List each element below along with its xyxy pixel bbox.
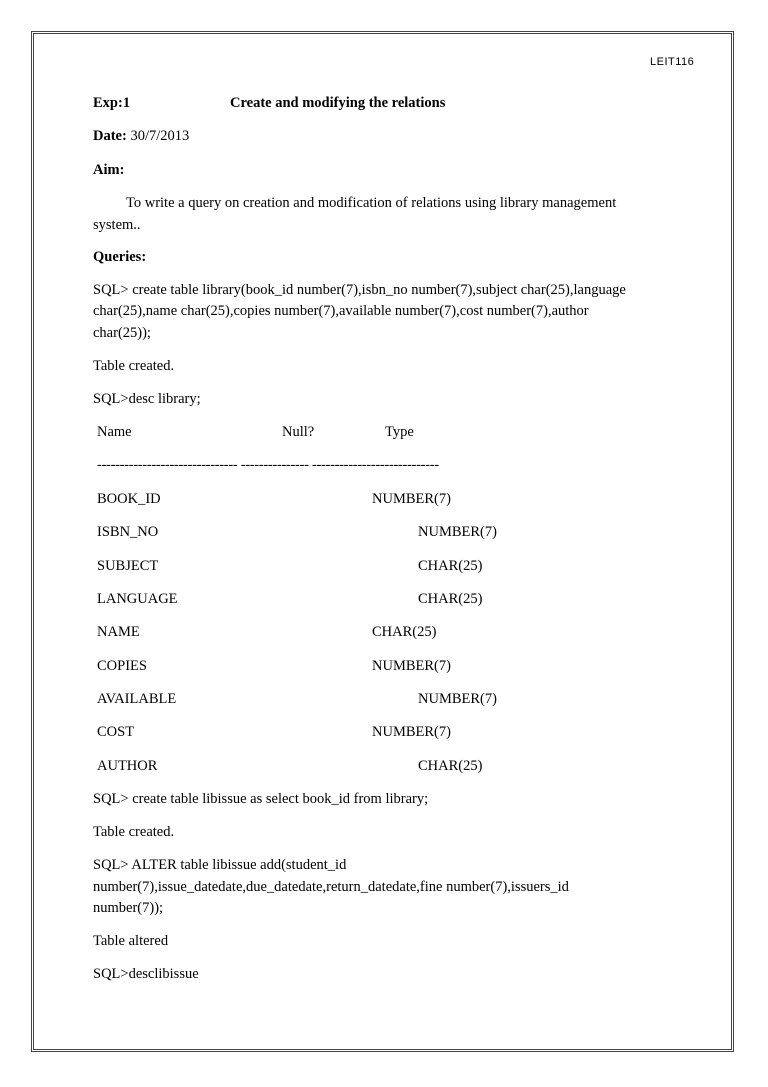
- query4-line1: SQL> ALTER table libissue add(student_id: [93, 857, 347, 873]
- desc-row-name: COPIES: [97, 658, 147, 674]
- desc-row-type: NUMBER(7): [372, 724, 451, 740]
- desc-col-type: Type: [385, 424, 414, 440]
- desc-divider: ------------------------------- --------------- ----------------------------: [97, 457, 439, 473]
- query4-line3: number(7));: [93, 900, 164, 916]
- desc-row-type: CHAR(25): [418, 558, 483, 574]
- desc-row-type: CHAR(25): [372, 624, 437, 640]
- desc-row-name: SUBJECT: [97, 558, 159, 574]
- desc-row-name: AVAILABLE: [97, 691, 177, 707]
- query5: SQL>desclibissue: [93, 966, 199, 982]
- date-label: Date:: [93, 128, 127, 144]
- desc-row-type: NUMBER(7): [372, 491, 451, 507]
- desc-row-type: CHAR(25): [418, 591, 483, 607]
- aim-text-line2: system..: [93, 217, 141, 233]
- query1-line3: char(25));: [93, 325, 151, 341]
- query2: SQL>desc library;: [93, 391, 201, 407]
- desc-col-null: Null?: [282, 424, 315, 440]
- desc-row-name: BOOK_ID: [97, 491, 161, 507]
- queries-label: Queries:: [93, 249, 147, 265]
- query4-line2: number(7),issue_datedate,due_datedate,return_datedate,fine number(7),issuers_id: [93, 879, 569, 895]
- aim-text-line1: To write a query on creation and modification of relations using library management: [126, 195, 617, 211]
- query1-line2: char(25),name char(25),copies number(7),available number(7),cost number(7),author: [93, 303, 589, 319]
- desc-row-type: NUMBER(7): [372, 658, 451, 674]
- query1-line1: SQL> create table library(book_id number(7),isbn_no number(7),subject char(25),language: [93, 282, 626, 298]
- result3: Table created.: [93, 824, 175, 840]
- desc-row-name: LANGUAGE: [97, 591, 178, 607]
- desc-row-type: NUMBER(7): [418, 524, 497, 540]
- date-line: [93, 127, 189, 145]
- result4: Table altered: [93, 933, 169, 949]
- query3: SQL> create table libissue as select book_id from library;: [93, 791, 429, 807]
- date-value: 30/7/2013: [130, 128, 190, 144]
- desc-col-name: Name: [97, 424, 132, 440]
- aim-label: Aim:: [93, 162, 125, 178]
- exp-title: Create and modifying the relations: [230, 95, 446, 111]
- desc-row-name: ISBN_NO: [97, 524, 159, 540]
- desc-row-type: CHAR(25): [418, 758, 483, 774]
- desc-row-name: AUTHOR: [97, 758, 158, 774]
- desc-row-name: NAME: [97, 624, 140, 640]
- header-code: LEIT116: [650, 56, 695, 68]
- result1: Table created.: [93, 358, 175, 374]
- desc-row-type: NUMBER(7): [418, 691, 497, 707]
- desc-row-name: COST: [97, 724, 135, 740]
- exp-label: Exp:1: [93, 95, 131, 111]
